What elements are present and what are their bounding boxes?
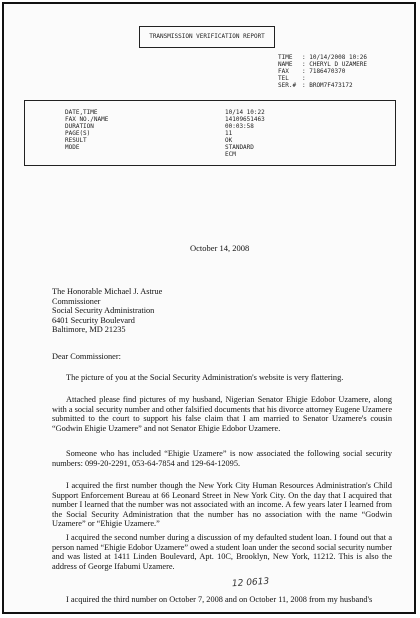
- transmission-labels: [65, 109, 108, 151]
- header-value: : 7186470370: [302, 68, 346, 75]
- paragraph: Attached please find pictures of my husband, Nigerian Senator Ehigie Edobor Uzamere, along with a social security number and other falsified documents that his divorce attorney Eugene Uzamere submitted to the court to support his false claim that I am married to Senator Uzamere's cousin “Godwin Ehigie Uzamere” and not Senator Ehigie Edobor Uzamere.: [52, 395, 392, 433]
- field-value: OK: [225, 137, 233, 144]
- address-line: 6401 Security Boulevard: [52, 315, 135, 325]
- header-key: SER.#: [278, 82, 297, 89]
- header-row-serial: [278, 82, 367, 89]
- header-row-fax: [278, 68, 367, 75]
- paragraph: The picture of you at the Social Security Administration's website is very flattering.: [66, 373, 344, 382]
- header-value: :: [302, 75, 306, 82]
- header-key: TIME: [278, 54, 293, 61]
- paragraph: I acquired the second number during a discussion of my defaulted student loan. I found out that a person named “Ehigie Edobor Uzamere” owed a student loan under the second social security number and was listed at 1411 Linden Boulevard, Apt. 10C, Brooklyn, New York, 11212. This is also the address of George Ifabumi Uzamere.: [52, 533, 392, 571]
- salutation: Dear Commissioner:: [52, 352, 121, 361]
- report-title: TRANSMISSION VERIFICATION REPORT: [139, 26, 275, 48]
- field-label: DURATION: [65, 123, 94, 130]
- address-line: The Honorable Michael J. Astrue: [52, 287, 163, 296]
- address-line: Commissioner: [52, 296, 101, 306]
- transmission-values: [225, 109, 265, 158]
- paragraph: I acquired the third number on October 7, 2008 and on October 11, 2008 from my husband's: [66, 595, 373, 604]
- address-line: Social Security Administration: [52, 306, 155, 316]
- field-label: DATE,TIME: [65, 109, 98, 116]
- field-value: 14109651463: [225, 116, 265, 123]
- field-value: STANDARD: [225, 144, 254, 151]
- field-value: 11: [225, 130, 233, 137]
- field-label: MODE: [65, 144, 80, 151]
- paragraph: Someone who has included “Ehigie Uzamere” is now associated the following social security numbers: 099-20-2291, 053-64-7854 and 129-64-12095.: [52, 449, 392, 468]
- paragraph: I acquired the first number though the New York City Human Resources Administration's Child Support Enforcement Bureau at 66 Leonard Street in New York City. On the day that I acquired that number I learned that the number was not associated with an income. A few years later I learned from the Social Security Administration that the number has no association with the name “Godwin Uzamere” or “Ehigie Uzamere.”: [52, 481, 392, 529]
- header-key: NAME: [278, 61, 293, 68]
- field-label: FAX NO./NAME: [65, 116, 109, 123]
- header-value: : BROM7F473172: [302, 82, 353, 89]
- address-line: Baltimore, MD 21235: [52, 325, 126, 335]
- report-header: [278, 54, 367, 89]
- recipient-address: [52, 287, 392, 335]
- header-key: TEL: [278, 75, 289, 82]
- header-row-time: [278, 54, 367, 61]
- header-value: : 10/14/2008 10:26: [302, 54, 368, 61]
- field-label: RESULT: [65, 137, 87, 144]
- header-value: : CHERYL D UZAMERE: [302, 61, 368, 68]
- transmission-details-box: [24, 100, 396, 166]
- field-value: 00:03:58: [225, 123, 254, 130]
- field-value: ECM: [225, 151, 236, 158]
- header-row-name: [278, 61, 367, 68]
- handwritten-note: 12 0613: [231, 576, 270, 590]
- field-value: 10/14 10:22: [225, 109, 265, 116]
- header-key: FAX: [278, 68, 289, 75]
- field-label: PAGE(S): [65, 130, 91, 137]
- header-row-tel: [278, 75, 367, 82]
- document-page: [2, 2, 416, 614]
- letter-date: October 14, 2008: [190, 243, 250, 253]
